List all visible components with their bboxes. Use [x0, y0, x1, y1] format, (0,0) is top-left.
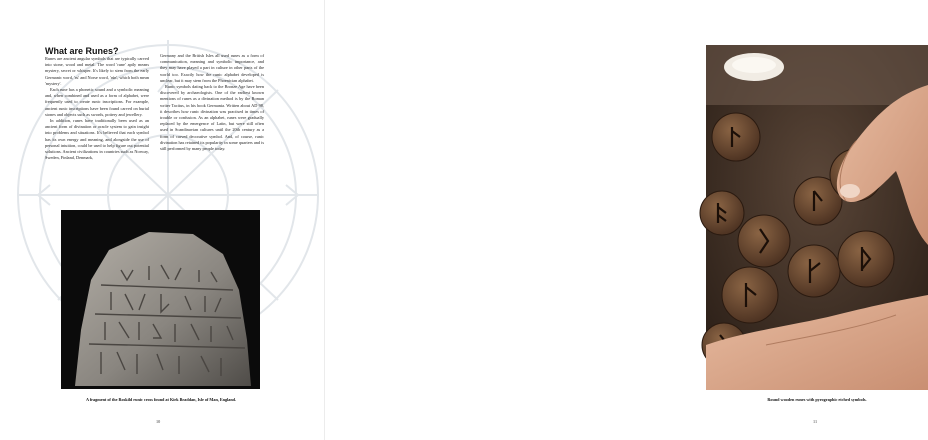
text-column-2 [160, 53, 264, 152]
paragraph: Germany and the British Isles all used runes as a form of communication, meaning and symbolic importance, and they may have played a part in culture in other parts of the world too. Exactly how the runic alphabet developed is unclear, but it may stem from the Phoenician alphabet. [160, 53, 264, 83]
page-number: 11 [813, 419, 818, 424]
wooden-runes-photo [706, 45, 928, 390]
page-number: 10 [156, 419, 161, 424]
paragraph: Runes are ancient angular symbols that are typically carved into stone, wood and metal. The word 'rune' aptly means mystery, secret or whisper. It's likely to stem from the early Germanic word, 'ru' and Norse word, 'rún', which both mean 'mystery'. [45, 56, 149, 86]
paragraph: Each rune has a phonetic sound and a symbolic meaning and, when combined and used as a form of alphabet, were frequently used to create runic inscriptions. For example, ancient runic inscriptions have been found carved on burial stones and objects such as swords, pottery and jewellery. [45, 87, 149, 117]
paragraph: Runic symbols dating back to the Bronze Age have been discovered by archaeologists. One of the earliest known mentions of runes as a divination method is by the Roman writer Tacitus, in his book Germania. Written about AD 98, it describes how runic divination was practised in times of trouble or confusion. As an alphabet, runes were gradually replaced by the emergence of Latin, but were still often used in Scandinavian cultures until the 20th century as a form of carved decorative symbol. And, of course, runic divination has retained its popularity in some quarters and is still performed by many people today. [160, 84, 264, 152]
figure-caption: Round wooden runes with pyrographic etched symbols. [767, 397, 867, 402]
figure-caption: A fragment of the Roskild runic cross found at Kirk Braddan, Isle of Man, England. [85, 397, 237, 402]
left-page [0, 0, 325, 440]
runestone-photo [61, 210, 260, 389]
page-heading: What are Runes? [45, 46, 119, 56]
paragraph: In addition, runes have traditionally been used as an ancient form of divination or oracle system to gain insight into problems and situations. It's believed that each symbol has its own energy and meaning, and alongside the use of personal intuition, could be used to help figure out potential solutions. Ancient civilizations in countries such as Norway, Sweden, Finland, Denmark, [45, 118, 149, 161]
right-page [325, 0, 867, 440]
text-column-1 [45, 56, 149, 161]
